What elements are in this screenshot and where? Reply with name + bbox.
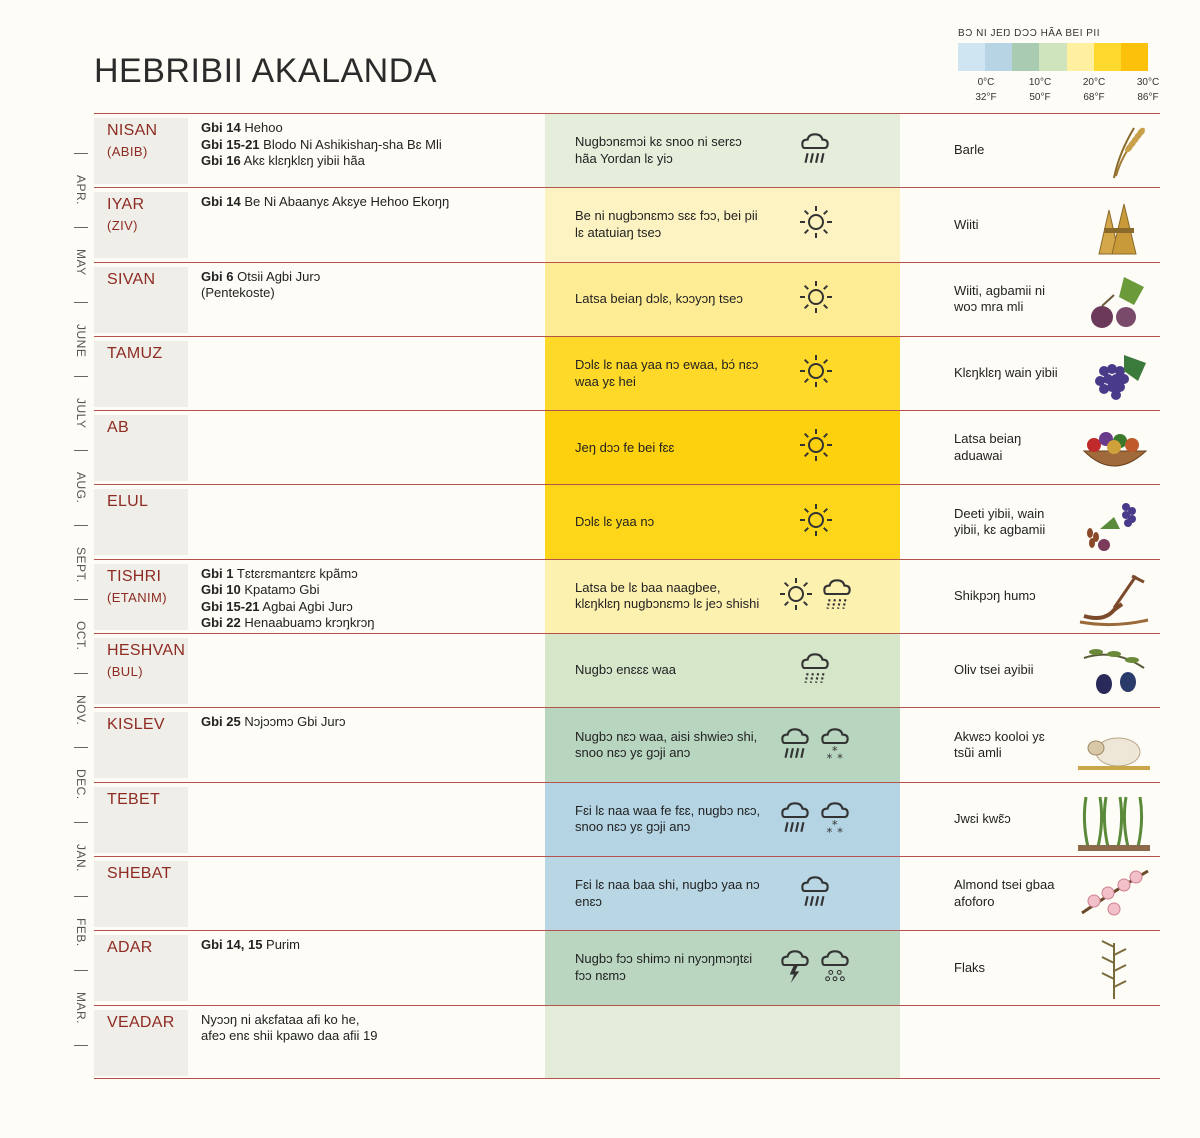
- legend-swatch: [985, 43, 1012, 71]
- event-day: Gbi 25: [201, 714, 241, 730]
- hebrew-month-alt-name: (ETANIM): [107, 589, 168, 605]
- snow-icon: [817, 798, 853, 841]
- svg-text:*: *: [831, 817, 838, 832]
- weather-description: Be ni nugbɔnɛmɔ sɛɛ fɔɔ, bei pii lɛ atatuiaŋ tseɔ: [575, 208, 758, 240]
- hebrew-month-name: SIVAN: [107, 270, 156, 288]
- hail-icon: [817, 946, 853, 989]
- event-name: Purim: [262, 937, 300, 953]
- festival-event: [201, 137, 541, 154]
- month-row: [94, 187, 1160, 261]
- flax-icon: [1074, 935, 1154, 1001]
- month-divider-tick: [74, 153, 88, 154]
- weather-description: Nugbɔnɛmɔi kɛ snoo ni serɛɔ hãa Yordan lɛ yiɔ: [575, 134, 742, 166]
- svg-text:*: *: [826, 750, 833, 762]
- event-name: Be Ni Abaanyɛ Akɛye Hehoo Ekoŋŋ: [240, 194, 450, 210]
- light-rain-icon: [819, 575, 855, 618]
- festival-event: [201, 582, 541, 599]
- festival-event: [201, 714, 541, 731]
- legend-labels: [958, 75, 1160, 105]
- hebrew-month-name: AB: [107, 419, 129, 437]
- weather-description: Nugbɔ nɛɔ waa, aisi shwieɔ shi, snoo nɛɔ yɛ gɔji anɔ: [575, 728, 758, 761]
- sun-icon: [777, 575, 815, 618]
- weather-description: Fɛi lɛ naa baa shi, nugbɔ yaa nɔ enɛɔ: [575, 877, 760, 909]
- event-day: Gbi 15-21: [201, 136, 260, 152]
- weather-icons: [777, 337, 877, 410]
- weather-description: Nugbɔ enɛɛɛ waa: [575, 662, 676, 678]
- month-cell: [94, 638, 188, 704]
- event-name: afeɔ enɛ shii kpawo daa afii 19: [201, 1028, 378, 1044]
- page-title: HEBRIBII AKALANDA: [94, 52, 437, 90]
- crop-description: Oliv tsei ayibii: [954, 662, 1034, 678]
- grapes-icon: [1074, 341, 1154, 407]
- legend-label: 20°C 68°F: [1082, 77, 1106, 103]
- month-cell: [94, 267, 188, 333]
- month-row: [94, 262, 1160, 336]
- event-name: Henaabuamɔ krɔŋkrɔŋ: [240, 615, 375, 631]
- event-name: Agbai Agbi Jurɔ: [259, 598, 353, 614]
- weather-icons: [777, 1006, 877, 1078]
- hebrew-month-name: TEBET: [107, 790, 161, 808]
- weather-icons: [777, 114, 877, 187]
- legend-color-scale: [958, 43, 1148, 71]
- festival-events: [201, 714, 541, 731]
- weather-icons: [777, 263, 877, 336]
- legend-swatch: [1121, 43, 1148, 71]
- legend-label: 10°C 50°F: [1028, 77, 1052, 103]
- festival-event: [201, 120, 541, 137]
- hebrew-month-name: NISAN: [107, 122, 158, 139]
- legend-swatch: [1012, 43, 1039, 71]
- month-row: [94, 113, 1160, 187]
- legend-title: BƆ NI JEŊ DƆƆ HÃA BEI PII: [958, 28, 1100, 39]
- month-row: [94, 782, 1160, 856]
- month-cell: [94, 489, 188, 555]
- hebrew-month-name: VEADAR: [107, 1013, 175, 1031]
- month-divider-tick: [74, 673, 88, 674]
- weather-icons: [777, 634, 877, 707]
- crop-description: Deeti yibii, wain yibii, kɛ agbamii: [954, 505, 1046, 538]
- event-day: Gbi 10: [201, 582, 241, 598]
- hebrew-month-name: IYAR: [107, 196, 145, 214]
- sun-icon: [797, 501, 835, 544]
- month-row: [94, 707, 1160, 781]
- month-divider-tick: [74, 376, 88, 377]
- festival-event: [201, 615, 541, 632]
- month-row: [94, 1005, 1160, 1079]
- crop-description: Shikpɔŋ humɔ: [954, 588, 1036, 604]
- month-divider-tick: [74, 599, 88, 600]
- month-divider-tick: [74, 227, 88, 228]
- month-divider-tick: [74, 747, 88, 748]
- event-name: Tɛtɛrɛmantɛrɛ kpãmɔ: [233, 565, 358, 581]
- gregorian-month-label: JULY: [74, 397, 88, 429]
- legend-label: 0°C 32°F: [975, 77, 997, 103]
- weather-icons: [777, 708, 877, 781]
- legend-swatch: [1067, 43, 1094, 71]
- weather-description: [575, 1006, 765, 1078]
- fig-icon: [1074, 267, 1154, 333]
- calendar-table: [94, 113, 1160, 1079]
- weather-description: Latsa be lɛ baa naagbee, klɛŋklɛŋ nugbɔnɛmɔ lɛ jeɔ shishi: [575, 579, 760, 612]
- fruit-basket-icon: [1074, 415, 1154, 481]
- month-cell: [94, 861, 188, 927]
- month-row: [94, 930, 1160, 1004]
- svg-text:*: *: [826, 824, 833, 836]
- festival-event: [201, 1028, 541, 1045]
- crop-description: Wiiti: [954, 216, 979, 232]
- event-name: Otsii Agbi Jurɔ: [233, 268, 321, 284]
- event-name: Nɔjɔɔmɔ Gbi Jurɔ: [240, 714, 346, 730]
- month-cell: [94, 712, 188, 778]
- gregorian-month-label: MAY: [74, 249, 88, 276]
- month-cell: [94, 415, 188, 481]
- month-cell: [94, 341, 188, 407]
- hebrew-month-name: TAMUZ: [107, 344, 163, 362]
- hebrew-month-name: HESHVAN: [107, 642, 186, 660]
- hebrew-month-alt-name: (ABIB): [107, 144, 148, 159]
- weather-icons: [777, 931, 877, 1004]
- festival-event: [201, 599, 541, 616]
- festival-events: [201, 937, 541, 954]
- rain-icon: [797, 129, 833, 172]
- festival-events: [201, 566, 541, 632]
- month-row: [94, 410, 1160, 484]
- month-row: [94, 336, 1160, 410]
- event-day: Gbi 6: [201, 268, 234, 284]
- weather-icons: [777, 857, 877, 930]
- crop-description: Almond tsei gbaa afoforo: [954, 877, 1055, 909]
- rain-icon: [777, 798, 813, 841]
- event-name: Akɛ klɛŋklɛŋ yibii hãa: [240, 153, 365, 168]
- festival-events: [201, 120, 541, 170]
- event-name: Kpatamɔ Gbi: [240, 582, 320, 598]
- gregorian-month-label: OCT.: [74, 620, 88, 651]
- festival-events: [201, 1012, 541, 1045]
- month-divider-tick: [74, 450, 88, 451]
- event-day: Gbi 1: [201, 565, 234, 581]
- event-day: Gbi 15-21: [201, 598, 260, 614]
- event-name: (Pentekoste): [201, 285, 275, 301]
- almond-blossom-icon: [1074, 861, 1154, 927]
- month-row: [94, 856, 1160, 930]
- rain-icon: [777, 724, 813, 767]
- gregorian-month-label: SEPT.: [74, 546, 88, 583]
- sun-icon: [797, 203, 835, 246]
- month-divider-tick: [74, 896, 88, 897]
- month-cell: [94, 192, 188, 258]
- gregorian-month-label: AUG.: [74, 472, 88, 504]
- plow-icon: [1074, 564, 1154, 630]
- snow-icon: [817, 724, 853, 767]
- legend-swatch: [958, 43, 985, 71]
- festival-event: [201, 194, 541, 211]
- festival-event: [201, 1012, 541, 1029]
- crop-description: Barle: [954, 142, 985, 158]
- month-divider-tick: [74, 822, 88, 823]
- festival-event: [201, 937, 541, 954]
- event-day: Gbi 16: [201, 153, 241, 168]
- month-row: [94, 559, 1160, 633]
- hebrew-month-alt-name: (ZIV): [107, 218, 138, 234]
- gregorian-month-label: NOV.: [74, 695, 88, 726]
- gregorian-month-label: FEB.: [74, 918, 88, 947]
- sheep-icon: [1074, 712, 1154, 778]
- hebrew-month-name: SHEBAT: [107, 864, 172, 882]
- weather-icons: [777, 783, 877, 856]
- gregorian-month-label: DEC.: [74, 769, 88, 801]
- festival-events: [201, 269, 541, 302]
- event-name: Hehoo: [240, 120, 283, 135]
- grass-icon: [1074, 787, 1154, 853]
- festival-event: [201, 566, 541, 583]
- svg-text:*: *: [831, 743, 838, 758]
- weather-icons: [777, 560, 877, 633]
- weather-icons: [777, 411, 877, 484]
- event-name: Nyɔɔŋ ni akɛfataa afi ko he,: [201, 1011, 360, 1027]
- weather-description: Latsa beiaŋ dɔlɛ, kɔɔyɔŋ tseɔ: [575, 290, 743, 306]
- month-divider-tick: [74, 525, 88, 526]
- weather-icons: [777, 188, 877, 261]
- weather-description: Nugbɔ fɔɔ shimɔ ni nyɔŋmɔŋtɛi fɔɔ nɛmɔ: [575, 951, 753, 983]
- hebrew-month-alt-name: (BUL): [107, 664, 143, 680]
- weather-description: Dɔlɛ lɛ naa yaa nɔ ewaa, bɔ́ nɛɔ waa yɛ hei: [575, 357, 759, 389]
- weather-description: Fɛi lɛ naa waa fe fɛɛ, nugbɔ nɛɔ, snoo nɛɔ yɛ gɔji anɔ: [575, 802, 761, 835]
- thunderstorm-icon: [777, 946, 813, 989]
- hebrew-month-name: ADAR: [107, 939, 153, 957]
- svg-text:*: *: [837, 750, 843, 762]
- month-cell: [94, 564, 188, 630]
- month-divider-tick: [74, 1045, 88, 1046]
- legend-swatch: [1094, 43, 1121, 71]
- month-divider-tick: [74, 302, 88, 303]
- barley-icon: [1074, 118, 1154, 184]
- sun-icon: [797, 426, 835, 469]
- olive-icon: [1074, 638, 1154, 704]
- festival-events: [201, 194, 541, 211]
- weather-icons: [777, 485, 877, 558]
- temperature-legend: [958, 28, 1160, 105]
- month-cell: [94, 118, 188, 184]
- festival-event: [201, 153, 541, 170]
- legend-label: 30°C 86°F: [1136, 77, 1160, 103]
- month-cell: [94, 787, 188, 853]
- month-divider-tick: [74, 970, 88, 971]
- legend-swatch: [1039, 43, 1066, 71]
- hebrew-month-name: KISLEV: [107, 716, 165, 734]
- weather-description: Jeŋ dɔɔ fe bei fɛɛ: [575, 439, 675, 455]
- hebrew-month-name: TISHRI: [107, 567, 162, 585]
- event-day: Gbi 22: [201, 615, 241, 631]
- crop-description: Akwɛɔ kooloi yɛ tsũi amli: [954, 728, 1045, 761]
- month-row: [94, 484, 1160, 558]
- dates-grapes-icon: [1074, 489, 1154, 555]
- crop-description: Flaks: [954, 959, 986, 975]
- svg-text:*: *: [837, 824, 843, 836]
- sun-icon: [797, 352, 835, 395]
- crop-description: Jwɛi kwɛ̃ɔ: [954, 811, 1011, 827]
- month-row: [94, 633, 1160, 707]
- gregorian-month-label: MAR.: [74, 992, 88, 1025]
- month-cell: [94, 935, 188, 1001]
- festival-event: [201, 269, 541, 286]
- event-name: Blodo Ni Ashikishaŋ-sha Bɛ Mli: [259, 136, 442, 152]
- wheat-sheaf-icon: [1074, 192, 1154, 258]
- crop-description: Latsa beiaŋ aduawai: [954, 431, 1022, 463]
- festival-event: [201, 285, 541, 302]
- event-day: Gbi 14: [201, 120, 241, 135]
- crop-description: Klɛŋklɛŋ wain yibii: [954, 365, 1058, 381]
- month-cell: [94, 1010, 188, 1076]
- hebrew-month-name: ELUL: [107, 493, 149, 511]
- gregorian-month-label: APR.: [74, 175, 88, 206]
- crop-description: Wiiti, agbamii ni woɔ mra mli: [954, 282, 1046, 315]
- gregorian-month-label: JAN.: [74, 843, 88, 872]
- sun-icon: [797, 278, 835, 321]
- event-day: Gbi 14: [201, 194, 241, 210]
- light-rain-icon: [797, 649, 833, 692]
- event-day: Gbi 14, 15: [201, 937, 263, 953]
- gregorian-month-label: JUNE: [74, 323, 88, 357]
- rain-icon: [797, 872, 833, 915]
- weather-description: Dɔlɛ lɛ yaa nɔ: [575, 513, 655, 529]
